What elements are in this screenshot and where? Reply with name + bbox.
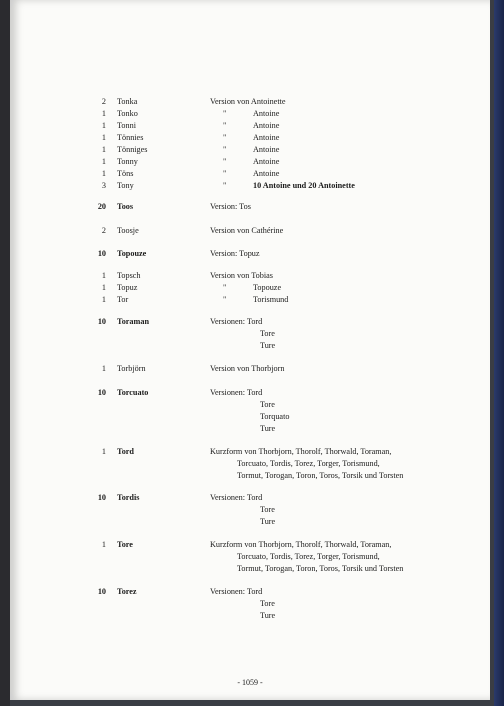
entry-count: 1 <box>101 283 106 292</box>
ditto-mark: " <box>223 283 227 292</box>
ditto-mark: " <box>223 145 227 154</box>
entry-name: Toos <box>117 202 134 211</box>
entry-continuation: Tormut, Torogan, Toron, Toros, Torsik und Torsten <box>237 564 404 573</box>
entry-count: 1 <box>101 121 106 130</box>
entry-description: Antoine <box>253 169 280 178</box>
entry-count: 20 <box>97 202 106 211</box>
entry-count: 10 <box>97 317 106 326</box>
entry-row <box>10 586 490 598</box>
entry-row <box>10 270 490 282</box>
entry-description: Version von Tobias <box>210 271 273 280</box>
entry-name: Tonko <box>117 109 138 118</box>
entry-row <box>10 120 490 132</box>
entry-continuation: Ture <box>260 341 276 350</box>
entry-description: Versionen: Tord <box>210 587 263 596</box>
entry-name: Tord <box>117 447 134 456</box>
entry-row <box>10 363 490 375</box>
entry-description: Kurzform von Thorbjorn, Thorolf, Thorwald, Toraman, <box>210 540 392 549</box>
entry-count: 1 <box>101 145 106 154</box>
entry-count: 1 <box>101 133 106 142</box>
entry-name: Tor <box>117 295 129 304</box>
entry-name: Tonka <box>117 97 138 106</box>
entry-row <box>10 539 490 551</box>
entry-description: Versionen: Tord <box>210 317 263 326</box>
entry-count: 1 <box>101 109 106 118</box>
entry-count: 1 <box>101 447 106 456</box>
entry-row <box>10 282 490 294</box>
entry-row <box>10 294 490 306</box>
entry-continuation: Tore <box>260 599 275 608</box>
entry-name: Topouze <box>117 249 147 258</box>
entry-row <box>10 108 490 120</box>
entry-row <box>10 225 490 237</box>
ditto-mark: " <box>223 295 227 304</box>
entry-description: Torismund <box>253 295 289 304</box>
entry-name: Tönnies <box>117 133 144 142</box>
book-left-edge <box>0 0 10 706</box>
entry-name: Torbjörn <box>117 364 146 373</box>
entry-count: 1 <box>101 271 106 280</box>
entry-row <box>10 492 490 504</box>
entry-description: Version von Cathérine <box>210 226 284 235</box>
entry-name: Tönniges <box>117 145 148 154</box>
entry-description: Antoine <box>253 145 280 154</box>
entry-row <box>10 387 490 399</box>
entry-name: Toosje <box>117 226 139 235</box>
entry-row <box>10 248 490 260</box>
entry-description: 10 Antoine und 20 Antoinette <box>253 181 355 190</box>
entry-description: Antoine <box>253 157 280 166</box>
entry-count: 10 <box>97 493 106 502</box>
entry-count: 1 <box>101 295 106 304</box>
entry-continuation: Tore <box>260 505 275 514</box>
entry-row <box>10 156 490 168</box>
ditto-mark: " <box>223 121 227 130</box>
entry-continuation: Torquato <box>260 412 290 421</box>
entry-continuation: Ture <box>260 424 276 433</box>
entry-name: Toraman <box>117 317 149 326</box>
ditto-mark: " <box>223 157 227 166</box>
ditto-mark: " <box>223 109 227 118</box>
entry-count: 1 <box>101 169 106 178</box>
entry-row <box>10 446 490 458</box>
entry-description: Antoine <box>253 109 280 118</box>
entry-row <box>10 180 490 192</box>
entry-continuation: Ture <box>260 517 276 526</box>
entry-description: Version von Thorbjorn <box>210 364 285 373</box>
entry-count: 2 <box>101 97 106 106</box>
entry-row <box>10 316 490 328</box>
entry-description: Version von Antoinette <box>210 97 286 106</box>
entry-continuation: Torcuato, Tordis, Torez, Torger, Torismund, <box>237 459 380 468</box>
entry-count: 1 <box>101 364 106 373</box>
entry-continuation: Ture <box>260 611 276 620</box>
entry-continuation: Tore <box>260 400 275 409</box>
entry-name: Tonni <box>117 121 136 130</box>
page-number: - 1059 - <box>237 678 263 687</box>
entry-row <box>10 96 490 108</box>
entry-row <box>10 144 490 156</box>
entry-name: Topuz <box>117 283 138 292</box>
entry-row <box>10 132 490 144</box>
entry-count: 1 <box>101 540 106 549</box>
entry-count: 3 <box>101 181 106 190</box>
ditto-mark: " <box>223 181 227 190</box>
entry-count: 10 <box>97 587 106 596</box>
entry-name: Torez <box>117 587 137 596</box>
entry-count: 10 <box>97 249 106 258</box>
entry-count: 10 <box>97 388 106 397</box>
entry-continuation: Tore <box>260 329 275 338</box>
entry-description: Kurzform von Thorbjorn, Thorolf, Thorwald, Toraman, <box>210 447 392 456</box>
entry-continuation: Tormut, Torogan, Toron, Toros, Torsik und Torsten <box>237 471 404 480</box>
entry-row <box>10 201 490 213</box>
entry-count: 2 <box>101 226 106 235</box>
entry-continuation: Torcuato, Tordis, Torez, Torger, Torismund, <box>237 552 380 561</box>
entry-description: Version: Tos <box>210 202 251 211</box>
book-binding-edge <box>494 0 504 706</box>
entry-name: Torcuato <box>117 388 149 397</box>
entry-description: Version: Topuz <box>210 249 260 258</box>
entry-name: Tony <box>117 181 134 190</box>
entry-name: Tonny <box>117 157 138 166</box>
entry-row <box>10 168 490 180</box>
entry-name: Töns <box>117 169 134 178</box>
entry-count: 1 <box>101 157 106 166</box>
entry-name: Topsch <box>117 271 141 280</box>
ditto-mark: " <box>223 133 227 142</box>
entry-description: Versionen: Tord <box>210 493 263 502</box>
ditto-mark: " <box>223 169 227 178</box>
entry-description: Antoine <box>253 133 280 142</box>
document-page <box>10 0 490 700</box>
entry-name: Tore <box>117 540 133 549</box>
entry-description: Antoine <box>253 121 280 130</box>
entry-description: Versionen: Tord <box>210 388 263 397</box>
entry-description: Topouze <box>253 283 282 292</box>
entry-name: Tordis <box>117 493 140 502</box>
